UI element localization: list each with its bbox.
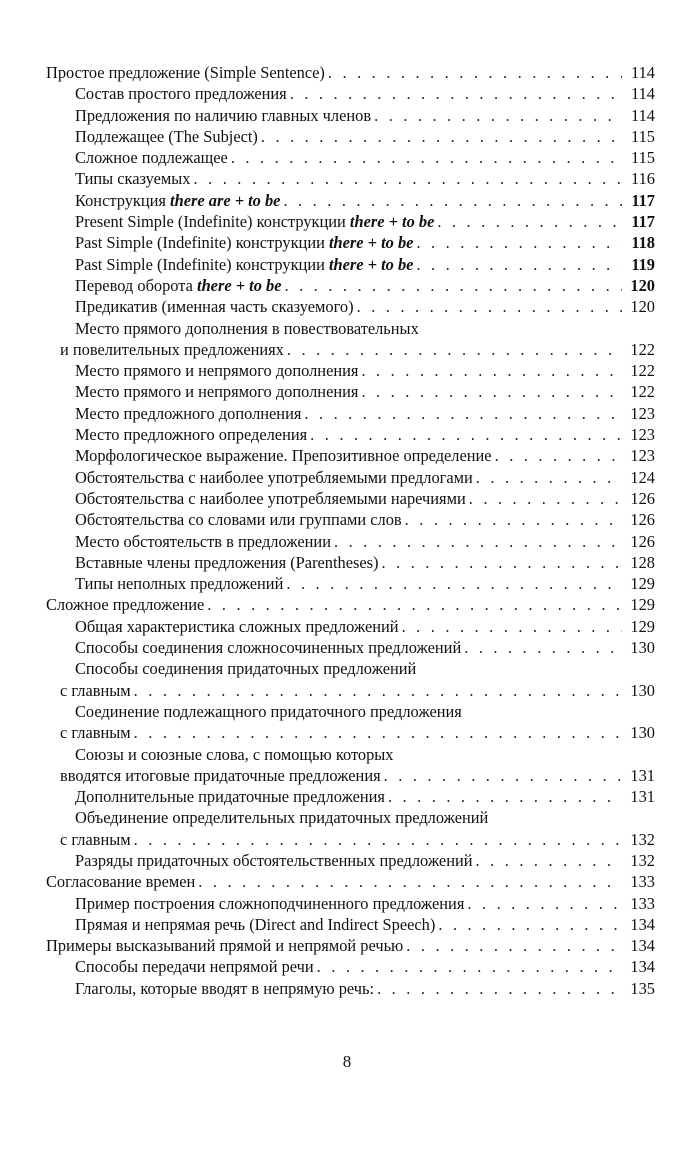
toc-entry-page-number: 132 bbox=[630, 850, 655, 870]
toc-entry-text: Вставные члены предложения (Parentheses) bbox=[75, 552, 379, 572]
toc-entry-title bbox=[75, 83, 287, 104]
toc-entry-text: Способы соединения сложносочиненных предложений bbox=[75, 638, 462, 658]
toc-entry-text: Перевод оборота bbox=[75, 275, 198, 295]
toc-entry-page-number: 116 bbox=[631, 169, 655, 189]
dot-leader bbox=[402, 616, 622, 637]
toc-entry[interactable] bbox=[46, 318, 655, 361]
toc-entry-title bbox=[75, 190, 280, 211]
toc-entry-title bbox=[75, 147, 228, 168]
dot-leader bbox=[334, 531, 622, 552]
toc-entry[interactable] bbox=[46, 190, 655, 211]
toc-entry-title bbox=[75, 232, 413, 253]
toc-entry-emphasis: there + to be bbox=[349, 212, 435, 232]
toc-entry-title bbox=[75, 424, 307, 445]
toc-entry[interactable] bbox=[46, 424, 655, 445]
toc-entry[interactable] bbox=[46, 935, 655, 956]
toc-entry-title bbox=[60, 722, 131, 743]
toc-entry-page-number: 120 bbox=[630, 275, 655, 295]
dot-leader bbox=[310, 424, 622, 445]
toc-entry-text: Сложное предложение bbox=[46, 595, 205, 615]
toc-entry-page-number: 118 bbox=[631, 233, 655, 253]
toc-entry-title bbox=[75, 126, 258, 147]
toc-entry-page-number: 114 bbox=[631, 105, 655, 125]
toc-entry[interactable] bbox=[46, 232, 655, 253]
toc-entry-text: Сложное подлежащее bbox=[75, 148, 228, 168]
dot-leader bbox=[284, 275, 622, 296]
toc-entry-title bbox=[46, 935, 403, 956]
toc-entry[interactable] bbox=[46, 573, 655, 594]
toc-entry[interactable] bbox=[46, 552, 655, 573]
toc-entry-title bbox=[75, 914, 435, 935]
toc-entry[interactable] bbox=[46, 978, 655, 999]
toc-entry-text: Present Simple (Indefinite) конструкции bbox=[75, 212, 350, 232]
toc-entry-text: Примеры высказываний прямой и непрямой речью bbox=[46, 936, 404, 956]
toc-entry-text: Общая характеристика сложных предложений bbox=[75, 616, 399, 636]
toc-entry-page-number: 131 bbox=[630, 787, 655, 807]
toc-entry-text: Предикатив (именная часть сказуемого) bbox=[75, 297, 354, 317]
toc-entry-text: Разряды придаточных обстоятельственных предложений bbox=[75, 850, 473, 870]
dot-leader bbox=[286, 573, 622, 594]
toc-entry-page-number: 129 bbox=[630, 616, 655, 636]
toc-entry[interactable] bbox=[46, 956, 655, 977]
dot-leader bbox=[134, 722, 622, 743]
dot-leader bbox=[388, 786, 622, 807]
dot-leader bbox=[361, 360, 622, 381]
toc-entry[interactable] bbox=[46, 488, 655, 509]
toc-entry-page-number: 115 bbox=[631, 126, 655, 146]
toc-entry-title bbox=[75, 445, 492, 466]
toc-entry-text: Состав простого предложения bbox=[75, 84, 287, 104]
toc-entry[interactable] bbox=[46, 509, 655, 530]
toc-entry-text: Past Simple (Indefinite) конструкции bbox=[75, 254, 329, 274]
toc-entry-title bbox=[75, 531, 331, 552]
dot-leader bbox=[377, 978, 622, 999]
toc-entry-page-number: 126 bbox=[630, 531, 655, 551]
toc-entry-emphasis: there are + to be bbox=[170, 190, 281, 210]
toc-entry-page-number: 134 bbox=[630, 914, 655, 934]
toc-entry-text: Место предложного определения bbox=[75, 425, 308, 445]
toc-entry[interactable] bbox=[46, 616, 655, 637]
toc-entry-page-number: 134 bbox=[630, 957, 655, 977]
toc-entry-page-number: 130 bbox=[630, 680, 655, 700]
dot-leader bbox=[405, 509, 622, 530]
toc-entry[interactable] bbox=[46, 403, 655, 424]
toc-entry[interactable] bbox=[46, 83, 655, 104]
dot-leader bbox=[194, 168, 623, 189]
toc-entry-title bbox=[75, 403, 301, 424]
toc-entry-title bbox=[75, 893, 464, 914]
toc-entry-page-number: 129 bbox=[630, 595, 655, 615]
dot-leader bbox=[476, 850, 622, 871]
toc-entry-page-number: 128 bbox=[630, 552, 655, 572]
toc-entry-page-number: 131 bbox=[630, 765, 655, 785]
toc-entry-page-number: 124 bbox=[630, 467, 655, 487]
toc-entry-title bbox=[75, 467, 473, 488]
toc-entry[interactable] bbox=[46, 637, 655, 658]
toc-entry-page-number: 135 bbox=[630, 978, 655, 998]
toc-entry-title-line: Союзы и союзные слова, с помощью которых bbox=[75, 744, 394, 764]
dot-leader bbox=[287, 339, 622, 360]
toc-entry-text: Пример построения сложноподчиненного предложения bbox=[75, 893, 465, 913]
toc-entry[interactable] bbox=[46, 211, 655, 232]
toc-entry-title bbox=[75, 211, 434, 232]
toc-entry-title-line: Способы соединения придаточных предложений bbox=[75, 659, 417, 679]
toc-entry-page-number: 114 bbox=[631, 63, 655, 82]
toc-entry-title bbox=[75, 509, 402, 530]
toc-entry-text: с главным bbox=[60, 680, 131, 700]
toc-entry[interactable] bbox=[46, 296, 655, 317]
toc-entry-page-number: 126 bbox=[630, 510, 655, 530]
toc-entry-title bbox=[75, 488, 466, 509]
toc-entry-emphasis: there + to be bbox=[328, 233, 414, 253]
dot-leader bbox=[361, 381, 622, 402]
toc-entry[interactable] bbox=[46, 126, 655, 147]
toc-entry-title bbox=[75, 168, 191, 189]
toc-entry-title bbox=[75, 573, 283, 594]
toc-entry-text: с главным bbox=[60, 723, 131, 743]
toc-entry-title bbox=[75, 254, 413, 275]
toc-entry[interactable] bbox=[46, 168, 655, 189]
toc-entry-title bbox=[60, 339, 284, 360]
dot-leader bbox=[416, 254, 622, 275]
toc-entry-text: Морфологическое выражение. Препозитивное определение bbox=[75, 446, 492, 466]
toc-entry[interactable] bbox=[46, 62, 655, 83]
toc-entry[interactable] bbox=[46, 381, 655, 402]
toc-entry-page-number: 129 bbox=[630, 574, 655, 594]
toc-entry-text: Past Simple (Indefinite) конструкции bbox=[75, 233, 329, 253]
dot-leader bbox=[304, 403, 622, 424]
dot-leader bbox=[464, 637, 622, 658]
toc-entry[interactable] bbox=[46, 147, 655, 168]
dot-leader bbox=[416, 232, 622, 253]
dot-leader bbox=[437, 211, 622, 232]
dot-leader bbox=[198, 871, 622, 892]
toc-entry-title bbox=[60, 765, 381, 786]
toc-entry-title bbox=[75, 381, 358, 402]
dot-leader bbox=[134, 829, 622, 850]
toc-entry-page-number: 122 bbox=[630, 382, 655, 402]
toc-entry[interactable] bbox=[46, 467, 655, 488]
toc-entry-title bbox=[75, 637, 461, 658]
table-of-contents bbox=[46, 62, 655, 999]
toc-entry-text: Глаголы, которые вводят в непрямую речь: bbox=[75, 978, 375, 998]
toc-entry[interactable] bbox=[46, 594, 655, 615]
toc-entry-text: и повелительных предложениях bbox=[60, 339, 284, 359]
toc-entry-page-number: 123 bbox=[630, 446, 655, 466]
dot-leader bbox=[231, 147, 622, 168]
toc-entry-text: Обстоятельства с наиболее употребляемыми наречиями bbox=[75, 488, 466, 508]
toc-entry[interactable] bbox=[46, 254, 655, 275]
dot-leader bbox=[207, 594, 622, 615]
dot-leader bbox=[406, 935, 622, 956]
toc-entry-page-number: 115 bbox=[631, 148, 655, 168]
toc-entry-page-number: 117 bbox=[631, 212, 655, 232]
dot-leader bbox=[261, 126, 622, 147]
toc-entry-title-line: Место прямого дополнения в повествовательных bbox=[75, 318, 419, 338]
toc-entry-title-line: Соединение подлежащного придаточного предложения bbox=[75, 701, 462, 721]
toc-entry[interactable] bbox=[46, 744, 655, 787]
toc-entry-page-number: 117 bbox=[631, 190, 655, 210]
dot-leader bbox=[290, 83, 622, 104]
toc-entry[interactable] bbox=[46, 850, 655, 871]
toc-entry-page-number: 123 bbox=[630, 425, 655, 445]
toc-entry-text: Способы передачи непрямой речи bbox=[75, 957, 314, 977]
toc-entry-text: Типы неполных предложений bbox=[75, 574, 284, 594]
toc-entry[interactable] bbox=[46, 275, 655, 296]
dot-leader bbox=[469, 488, 622, 509]
toc-entry-page-number: 122 bbox=[630, 339, 655, 359]
toc-entry-text: Место обстоятельств в предложении bbox=[75, 531, 331, 551]
toc-entry[interactable] bbox=[46, 914, 655, 935]
toc-entry-emphasis: there + to be bbox=[328, 254, 414, 274]
toc-entry-title bbox=[60, 680, 131, 701]
toc-entry-title bbox=[75, 275, 281, 296]
page-number: 8 bbox=[342, 1052, 352, 1071]
dot-leader bbox=[283, 190, 622, 211]
toc-entry-title bbox=[75, 956, 314, 977]
toc-entry-title bbox=[75, 552, 379, 573]
dot-leader bbox=[382, 552, 622, 573]
toc-entry-page-number: 134 bbox=[630, 936, 655, 956]
toc-entry[interactable] bbox=[46, 445, 655, 466]
toc-entry-title bbox=[75, 616, 399, 637]
toc-entry-page-number: 132 bbox=[630, 829, 655, 849]
toc-entry[interactable] bbox=[46, 871, 655, 892]
toc-entry-title bbox=[75, 786, 385, 807]
dot-leader bbox=[357, 296, 622, 317]
toc-entry-text: Место прямого и непрямого дополнения bbox=[75, 361, 359, 381]
toc-entry[interactable] bbox=[46, 893, 655, 914]
dot-leader bbox=[438, 914, 622, 935]
toc-entry-text: Обстоятельства со словами или группами слов bbox=[75, 510, 402, 530]
toc-entry-text: Конструкция bbox=[75, 190, 171, 210]
toc-entry-text: с главным bbox=[60, 829, 131, 849]
toc-entry-title-line: Объединение определительных придаточных предложений bbox=[75, 808, 489, 828]
toc-entry-title bbox=[75, 850, 473, 871]
toc-entry-text: Подлежащее (The Subject) bbox=[75, 126, 258, 146]
toc-entry-page-number: 133 bbox=[630, 872, 655, 892]
toc-entry[interactable] bbox=[46, 701, 655, 744]
toc-entry-text: вводятся итоговые придаточные предложения bbox=[60, 765, 381, 785]
toc-entry-title bbox=[75, 360, 358, 381]
toc-entry-text: Типы сказуемых bbox=[75, 169, 191, 189]
toc-entry-text: Место предложного дополнения bbox=[75, 403, 302, 423]
toc-entry-text: Согласование времен bbox=[46, 872, 196, 892]
toc-entry-title bbox=[75, 978, 374, 999]
toc-entry-title bbox=[46, 871, 195, 892]
toc-entry-title bbox=[75, 296, 354, 317]
dot-leader bbox=[328, 62, 622, 83]
dot-leader bbox=[374, 105, 622, 126]
toc-entry[interactable] bbox=[46, 786, 655, 807]
toc-entry[interactable] bbox=[46, 360, 655, 381]
toc-entry-title bbox=[46, 62, 325, 83]
toc-entry-page-number: 130 bbox=[630, 723, 655, 743]
toc-entry-page-number: 122 bbox=[630, 361, 655, 381]
toc-entry[interactable] bbox=[46, 658, 655, 701]
dot-leader bbox=[467, 893, 622, 914]
toc-entry-page-number: 126 bbox=[630, 488, 655, 508]
toc-entry-text: Обстоятельства с наиболее употребляемыми предлогами bbox=[75, 467, 473, 487]
toc-entry[interactable] bbox=[46, 531, 655, 552]
toc-entry-title bbox=[46, 594, 204, 615]
toc-entry-page-number: 119 bbox=[631, 254, 655, 274]
toc-entry-emphasis: there + to be bbox=[197, 275, 282, 295]
toc-entry-page-number: 123 bbox=[630, 403, 655, 423]
dot-leader bbox=[495, 445, 622, 466]
toc-entry-page-number: 120 bbox=[630, 297, 655, 317]
toc-entry-title bbox=[60, 829, 131, 850]
toc-entry-text: Простое предложение (Simple Sentence) bbox=[46, 63, 325, 82]
toc-entry[interactable] bbox=[46, 807, 655, 850]
toc-entry-title bbox=[75, 105, 371, 126]
dot-leader bbox=[317, 956, 622, 977]
toc-entry-text: Предложения по наличию главных членов bbox=[75, 105, 372, 125]
toc-entry-page-number: 130 bbox=[630, 638, 655, 658]
toc-entry-text: Прямая и непрямая речь (Direct and Indirect Speech) bbox=[75, 914, 436, 934]
dot-leader bbox=[476, 467, 622, 488]
dot-leader bbox=[384, 765, 622, 786]
toc-entry-text: Место прямого и непрямого дополнения bbox=[75, 382, 359, 402]
toc-entry-page-number: 114 bbox=[631, 84, 655, 104]
toc-entry-page-number: 133 bbox=[630, 893, 655, 913]
toc-entry[interactable] bbox=[46, 105, 655, 126]
toc-entry-text: Дополнительные придаточные предложения bbox=[75, 787, 385, 807]
dot-leader bbox=[134, 680, 622, 701]
